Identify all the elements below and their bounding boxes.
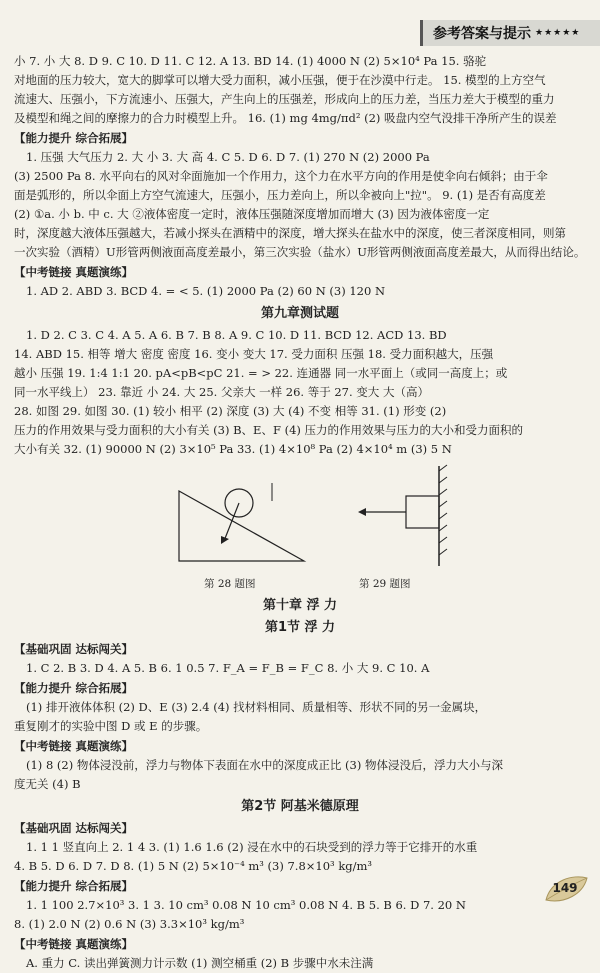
figure-area <box>14 461 586 593</box>
text-line: 及模型和绳之间的摩擦力的合力时模型上升。 16. (1) mg 4mg/πd² (2) 吸盘内空气没排干净所产生的误差 <box>14 111 557 125</box>
text-line: 压力的作用效果与受力面积的大小有关 (3) B、E、F (4) 压力的作用效果与压力的大小和受力面积的 <box>14 423 524 437</box>
text-line: 流速大、压强小，下方流速小、压强大，产生向上的压强差，形成向上的压力差，当压力差大于模型的重力 <box>14 92 555 106</box>
text-line: (1) 排开液体体积 (2) D、E (3) 2.4 (4) 找材料相同、质量相等、形状不同的另一金属块， <box>26 700 487 714</box>
section-heading: 【能力提升 综合拓展】 <box>14 681 134 695</box>
text-line: 28. 如图 29. 如图 30. (1) 较小 相平 (2) 深度 (3) 大 (4) 不变 相等 31. (1) 形变 (2) <box>14 404 447 418</box>
text-line: 1. 1 100 2.7×10³ 3. 1 3. 10 cm³ 0.08 N 10 cm³ 0.08 N 4. B 5. B 6. D 7. 20 N <box>26 898 466 912</box>
text-line: (3) 2500 Pa 8. 水平向右的风对伞面施加一个作用力，这个力在水平方向的作用是使伞向右倾斜；由于伞 <box>14 169 548 183</box>
text-line: 同一水平线上） 23. 靠近 小 24. 大 25. 父亲大 一样 26. 等于 27. 变大 大（高） <box>14 385 429 399</box>
text-line: A. 重力 C. 读出弹簧测力计示数 (1) 测空桶重 (2) B 步骤中水未注满 <box>26 956 374 970</box>
text-line: 1. C 2. B 3. D 4. A 5. B 6. 1 0.5 7. F_A = F_B = F_C 8. 小 大 9. C 10. A <box>26 661 430 675</box>
section-heading: 【基础巩固 达标闯关】 <box>14 821 134 835</box>
section-heading: 【中考链接 真题演练】 <box>14 739 134 753</box>
section-title: 第1节 浮 力 <box>264 620 336 635</box>
section-heading: 【能力提升 综合拓展】 <box>14 131 134 145</box>
text-line: 1. AD 2. ABD 3. BCD 4. = < 5. (1) 2000 Pa (2) 60 N (3) 120 N <box>26 284 386 298</box>
text-line: 1. 1 1 竖直向上 2. 1 4 3. (1) 1.6 1.6 (2) 浸在水中的石块受到的浮力等于它排开的水重 <box>26 840 478 854</box>
text-line: 1. 压强 大气压力 2. 大 小 3. 大 高 4. C 5. D 6. D 7. (1) 270 N (2) 2000 Pa <box>26 150 430 164</box>
section-heading: 【基础巩固 达标闯关】 <box>14 642 134 656</box>
text-line: 度无关 (4) B <box>14 777 81 791</box>
section-heading: 【中考链接 真题演练】 <box>14 937 134 951</box>
text-line: (2) ①a. 小 b. 中 c. 大 ②液体密度一定时，液体压强随深度增加而增大 (3) 因为液体密度一定 <box>14 207 490 221</box>
text-line: 8. (1) 2.0 N (2) 0.6 N (3) 3.3×10³ kg/m³ <box>14 917 245 931</box>
section-title: 第2节 阿基米德原理 <box>241 799 359 814</box>
text-line: 面是弧形的，所以伞面上方空气流速大，压强小，压力差向上，所以伞被向上"拉"。 9. (1) 是否有高度差 <box>14 188 546 202</box>
text-line: 1. D 2. C 3. C 4. A 5. A 6. B 7. B 8. A 9. C 10. D 11. BCD 12. ACD 13. BD <box>26 328 447 342</box>
section-heading: 【中考链接 真题演练】 <box>14 265 134 279</box>
chapter-test-title: 第九章测试题 <box>260 306 339 321</box>
figure-28-caption: 第 28 题图 <box>204 578 256 590</box>
text-line: 对地面的压力较大，宽大的脚掌可以增大受力面积，减小压强，便于在沙漠中行走。 15. 模型的上方空气 <box>14 73 546 87</box>
page-number: 149 <box>552 881 578 895</box>
figure-29-block-on-wall <box>344 461 454 573</box>
text-line: 时，深度越大液体压强越大，若减小探头在酒精中的深度，增大探头在盐水中的深度，使三者深度相同，则第 <box>14 226 566 240</box>
text-line: 越小 压强 19. 1:4 1:1 20. pA<pB<pC 21. = > 22. 连通器 同一水平面上（或同一高度上；或 <box>14 366 508 380</box>
chapter-title: 第十章 浮 力 <box>262 598 338 613</box>
figure-28-ball-on-incline <box>174 461 309 573</box>
answer-content <box>14 52 586 973</box>
text-line: 重复刚才的实验中图 D 或 E 的步骤。 <box>14 719 208 733</box>
text-line: 14. ABD 15. 相等 增大 密度 密度 16. 变小 变大 17. 受力面积 压强 18. 受力面积越大，压强 <box>14 347 494 361</box>
figure-29-caption: 第 29 题图 <box>359 578 411 590</box>
text-line: 一次实验（酒精）U形管两侧液面高度差最小，第三次实验（盐水）U形管两侧液面高度差最大，从而得出结论。 <box>14 245 586 259</box>
text-line: 4. B 5. D 6. D 7. D 8. (1) 5 N (2) 5×10⁻⁴ m³ (3) 7.8×10³ kg/m³ <box>14 859 373 873</box>
section-header-label <box>420 20 600 46</box>
text-line: (1) 8 (2) 物体浸没前，浮力与物体下表面在水中的深度成正比 (3) 物体浸没后，浮力大小与深 <box>26 758 503 772</box>
header-title: 参考答案与提示 <box>433 26 531 42</box>
text-line: 大小有关 32. (1) 90000 N (2) 3×10⁵ Pa 33. (1) 4×10⁸ Pa (2) 4×10⁴ m (3) 5 N <box>14 442 452 456</box>
rating-stars-icon: ★★★★★ <box>535 28 581 38</box>
text-line: 小 7. 小 大 8. D 9. C 10. D 11. C 12. A 13. BD 14. (1) 4000 N (2) 5×10⁴ Pa 15. 骆驼 <box>14 54 487 68</box>
section-heading: 【能力提升 综合拓展】 <box>14 879 134 893</box>
